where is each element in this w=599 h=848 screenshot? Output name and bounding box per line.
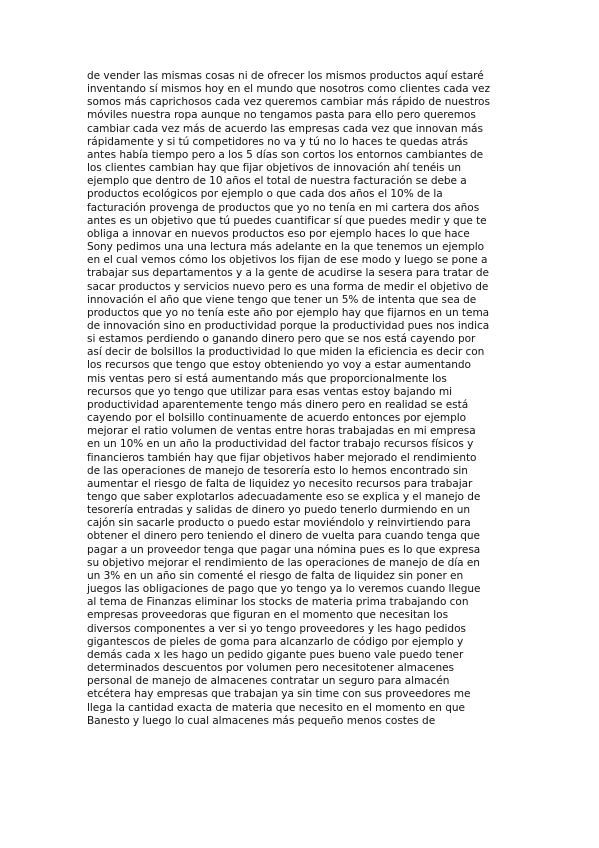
text-line: su objetivo mejorar el rendimiento de las operaciones de manejo de día en [87,556,480,569]
text-line: gigantescos de pieles de goma para alcanzarlo de código por ejemplo y [87,635,464,648]
text-line: cayendo por el bolsillo continuamente de acuerdo entonces por ejemplo [87,412,467,425]
text-line: antes había tiempo pero a los 5 días son cortos los entornos cambiantes de [87,148,484,161]
text-line: llega la cantidad exacta de materia que necesito en el momento en que [87,701,465,714]
text-line: empresas proveedoras que figuran en el momento que necesitan los [87,609,449,622]
text-line: sacar productos y servicios nuevo pero es una forma de medir el objetivo de [87,280,489,293]
text-line: productividad aparentemente tengo más dinero pero en realidad se está [87,398,469,411]
text-line: Banesto y luego lo cual almacenes más pequeño menos costes de [87,714,436,727]
text-line: tesorería entradas y salidas de dinero yo puedo tenerlo durmiendo en un [87,504,471,517]
text-line: los recursos que tengo que estoy obteniendo yo voy a estar aumentando [87,359,471,372]
text-line: facturación provenga de productos que yo no tenía en mi cartera dos años [87,201,480,214]
text-line: de vender las mismas cosas ni de ofrecer los mismos productos aquí estaré [87,70,484,82]
body-text [87,70,527,728]
text-line: trabajar sus departamentos y a la gente de acudirse la sesera para tratar de [87,267,489,280]
text-line: mis ventas pero si está aumentando más que proporcionalmente los [87,372,447,385]
text-line: los clientes cambian hay que fijar objetivos de innovación ahí tenéis un [87,162,462,175]
text-line: Sony pedimos una una lectura más adelante en la que tenemos un ejemplo [87,241,484,254]
text-line: obliga a innovar en nuevos productos eso por ejemplo haces lo que hace [87,227,470,240]
text-line: productos ecológicos por ejemplo o que cada dos años el 10% de la [87,188,443,201]
text-line: demás cada x les hago un pedido gigante pues bueno vale puedo tener [87,648,464,661]
text-line: cajón sin sacarle producto o puedo estar moviéndolo y reinvirtiendo para [87,517,471,530]
text-line: de innovación sino en productividad porque la productividad pues nos indica [87,319,490,332]
text-line: un 3% en un año sin comenté el riesgo de falta de liquidez sin poner en [87,569,464,582]
text-line: determinados descuentos por volumen pero necesitotener almacenes [87,662,454,675]
text-line: cambiar cada vez más de acuerdo las empresas cada vez que innovan más [87,122,483,135]
text-line: rápidamente y si tú competidores no va y tú no lo haces te quedas atrás [87,135,468,148]
text-line: ejemplo que dentro de 10 años el total de nuestra facturación se debe a [87,175,467,188]
text-line: juegos las obligaciones de pago que yo tengo ya lo veremos cuando llegue [87,583,481,596]
text-line: financieros también hay que fijar objetivos haber mejorado el rendimiento [87,451,477,464]
text-line: si estamos perdiendo o ganando dinero pero que se nos está cayendo por [87,333,476,346]
text-line: productos que yo no tenía este año por ejemplo hay que fijarnos en un tema [87,306,490,319]
text-line: etcétera hay empresas que trabajan ya sin time con sus proveedores me [87,688,471,701]
text-line: innovación el año que viene tengo que tener un 5% de intenta que sea de [87,293,477,306]
text-line: diversos componentes a ver si yo tengo proveedores y les hago pedidos [87,622,466,635]
text-line: móviles nuestra ropa aunque no tengamos pasta para ello pero queremos [87,109,476,122]
text-line: pagar a un proveedor tenga que pagar una nómina pues es lo que expresa [87,543,481,556]
text-line: antes es un objetivo que tú puedes cuantificar sí que puedes medir y que te [87,214,487,227]
text-line: mejorar el ratio volumen de ventas entre horas trabajadas en mi empresa [87,425,476,438]
text-line: tengo que saber explotarlos adecuadamente eso se explica y el manejo de [87,491,481,503]
text-line: así decir de bolsillos la productividad lo que miden la eficiencia es decir con [87,346,485,359]
text-line: en un 10% en un año la productividad del factor trabajo recursos físicos y [87,438,474,451]
text-line: recursos que yo tengo que utilizar para esas ventas estoy bajando mi [87,385,452,398]
text-line: aumentar el riesgo de falta de liquidez yo necesito recursos para trabajar [87,477,473,490]
text-line: en el cual vemos cómo los objetivos los fijan de ese modo y luego se pone a [87,254,488,267]
text-line: inventando sí mismos hoy en el mundo que nosotros como clientes cada vez [87,83,490,96]
text-line: obtener el dinero pero teniendo el dinero de vuelta para cuando tenga que [87,530,480,543]
text-line: al tema de Finanzas eliminar los stocks de materia prima trabajando con [87,596,469,609]
text-line: personal de manejo de almacenes contratar un seguro para almacén [87,675,450,688]
text-line: de las operaciones de manejo de tesorería esto lo hemos encontrado sin [87,464,468,477]
text-line: somos más caprichosos cada vez queremos cambiar más rápido de nuestros [87,96,490,109]
